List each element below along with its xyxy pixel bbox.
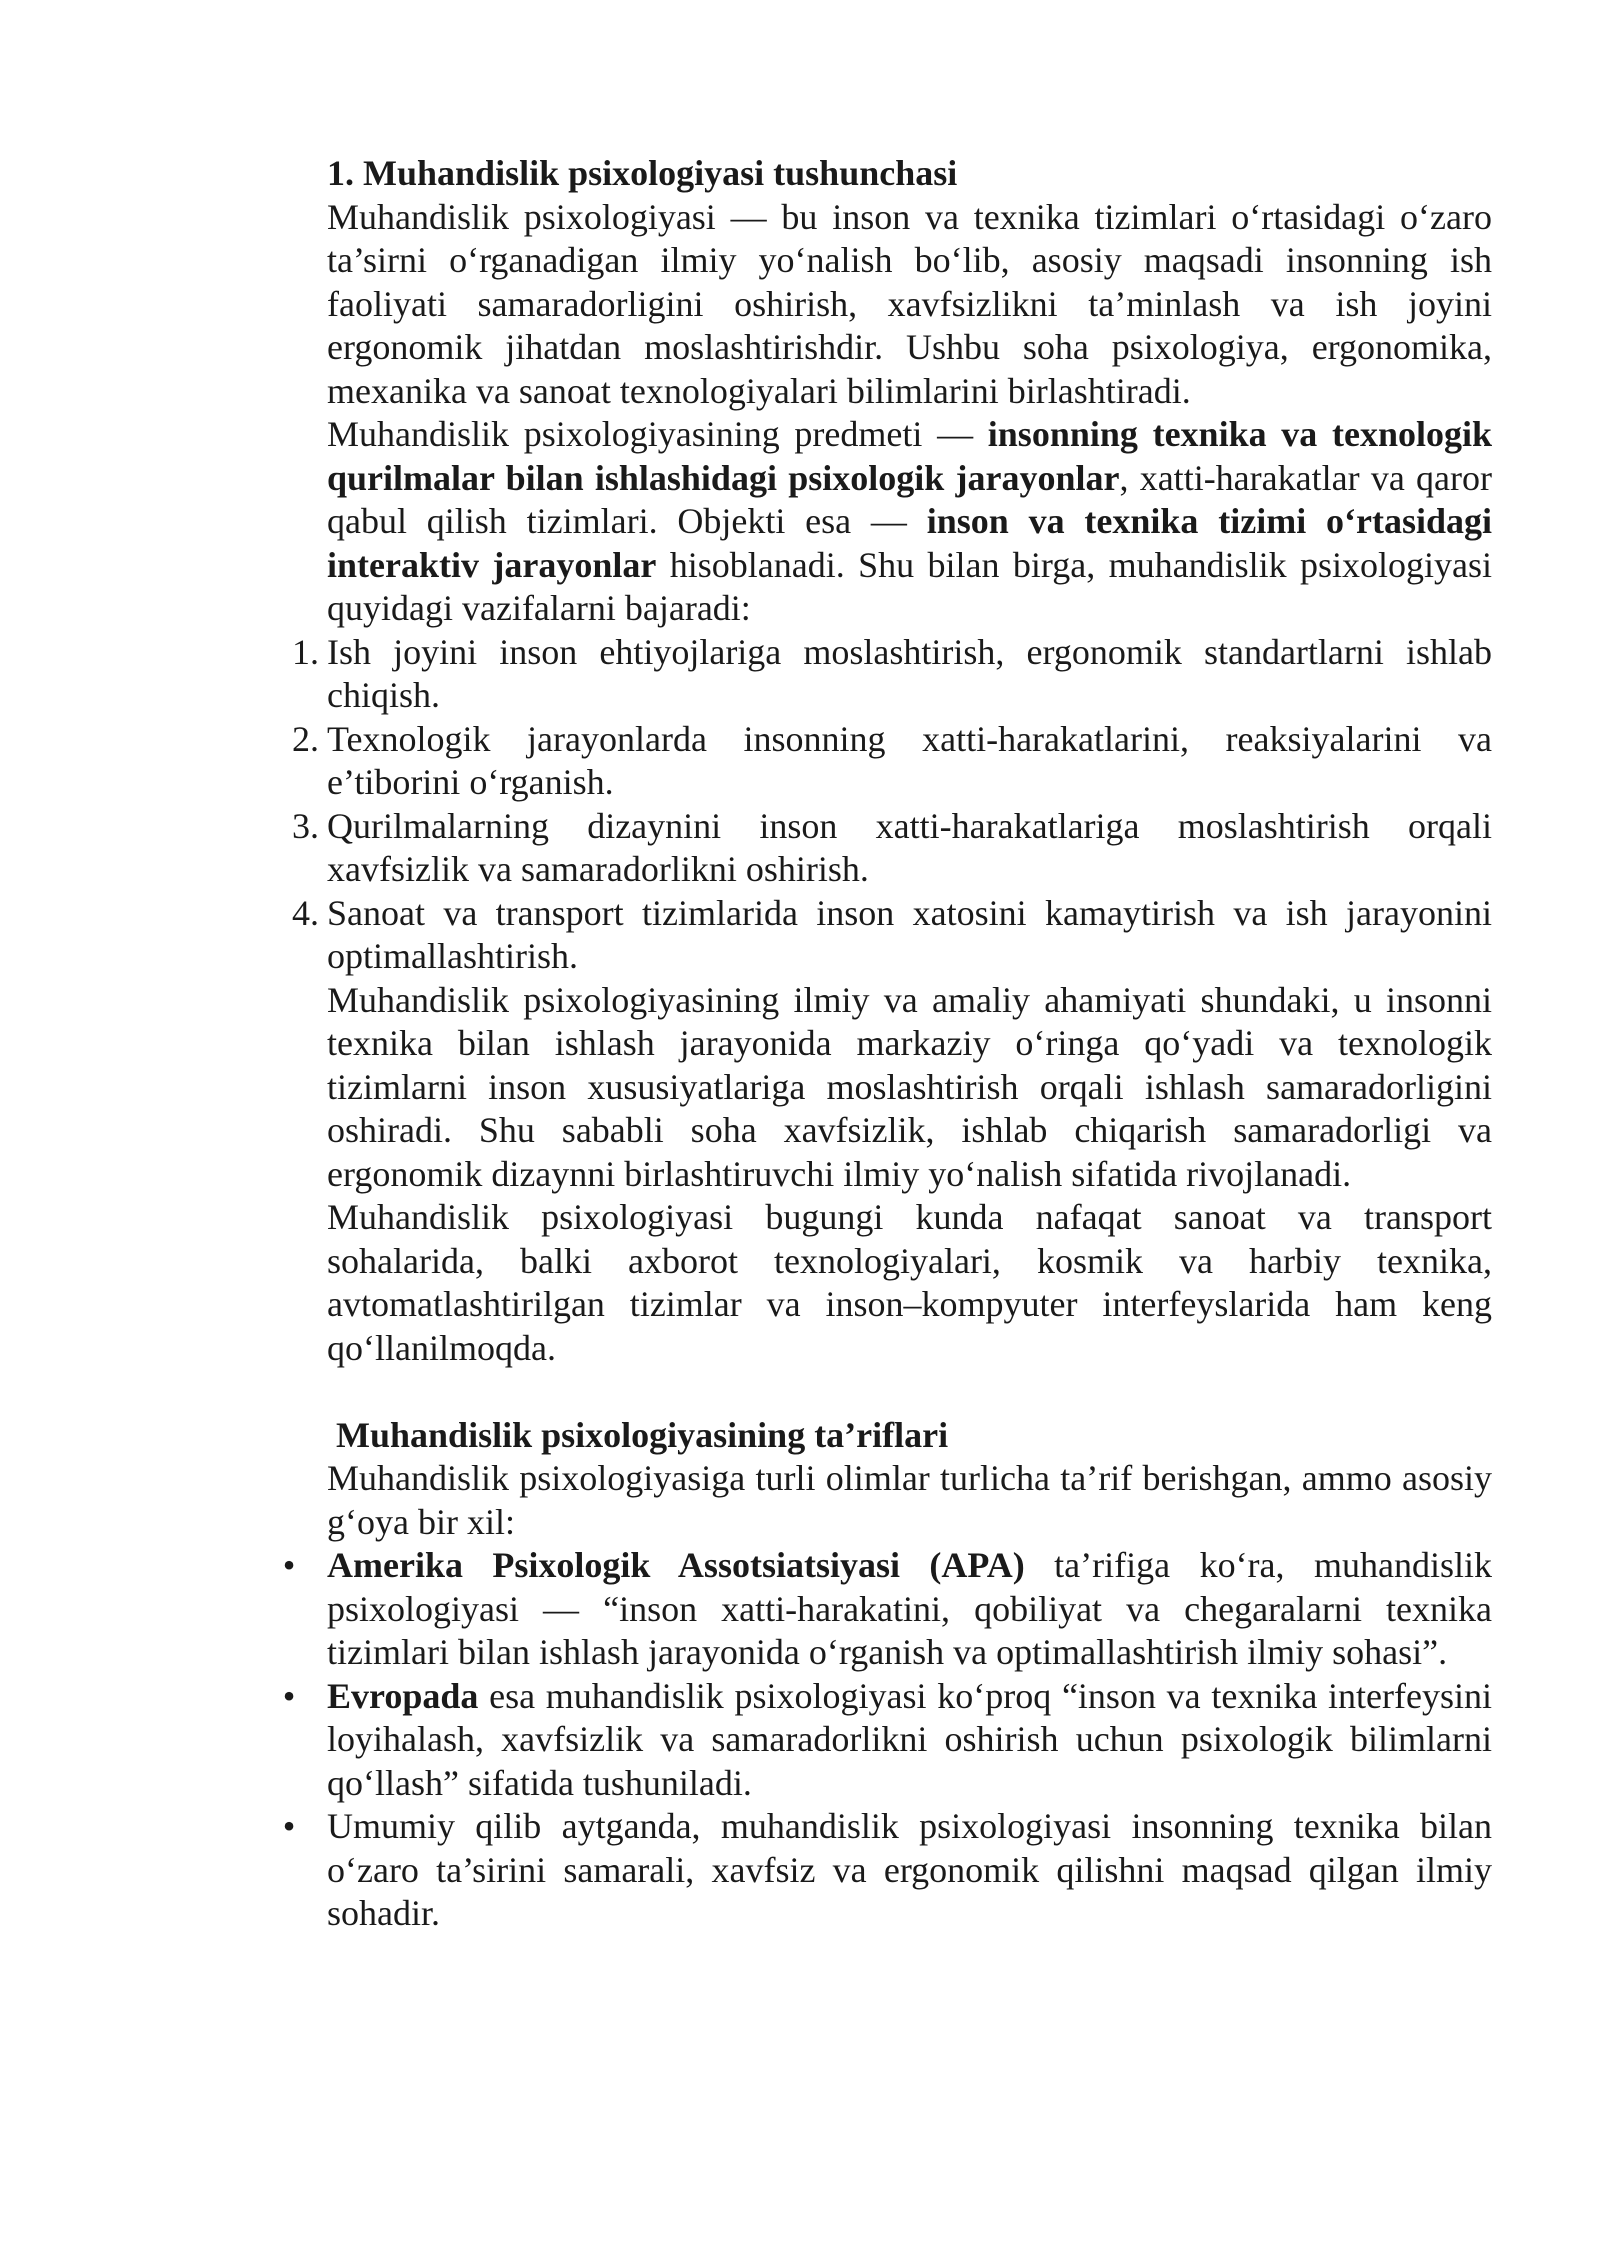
list-item xyxy=(282,1805,1492,1936)
list-number: 4. xyxy=(292,892,319,933)
list-item xyxy=(292,631,1492,718)
bullet-icon: • xyxy=(282,1806,296,1846)
section-heading: 1. Muhandislik psixologiyasi tushunchasi xyxy=(327,153,958,193)
list-item xyxy=(292,718,1492,805)
paragraph-text: Muhandislik psixologiyasining predmeti — xyxy=(327,414,988,454)
list-item xyxy=(282,1544,1492,1675)
numbered-list xyxy=(292,631,1492,979)
list-number: 2. xyxy=(292,718,319,759)
bold-phrase: insonning texnika va texnologik qurilmalar bilan ishlashidagi psixologik jarayonlar xyxy=(327,414,1493,498)
paragraph-applications: Muhandislik psixologiyasi bugungi kunda nafaqat sanoat va transport sohalarida, balki axborot texnologiyalari, kosmik va harbiy texnika, avtomatlashtirilgan tizimlar va inson–kompyuter interfeyslarida ham keng qo‘llanilmoqda. xyxy=(327,1197,1492,1368)
list-item xyxy=(292,892,1492,979)
list-item-text: Umumiy qilib aytganda, muhandislik psixologiyasi insonning texnika bilan o‘zaro ta’sirini samarali, xavfsiz va ergonomik qilishni maqsad qilgan ilmiy sohadir. xyxy=(327,1806,1492,1933)
paragraph-text: , xatti-harakatlar va qaror qabul qilish tizimlari. Objekti esa — xyxy=(327,457,1492,541)
bold-phrase: Amerika Psixologik Assotsiatsiyasi (APA) xyxy=(327,1545,1025,1585)
list-item-text: Texnologik jarayonlarda insonning xatti-harakatlarini, reaksiyalarini va e’tiborini o‘rganish. xyxy=(327,718,1492,802)
list-item-text: Ish joyini inson ehtiyojlariga moslashtirish, ergonomik standartlarni ishlab chiqish. xyxy=(327,631,1492,715)
paragraph-subject xyxy=(327,413,1492,631)
list-item xyxy=(282,1675,1492,1806)
section-heading-definitions: Muhandislik psixologiyasining ta’riflari xyxy=(336,1414,949,1455)
bold-phrase: inson va texnika tizimi o‘rtasidagi interaktiv jarayonlar xyxy=(327,501,1492,585)
list-item-text: ta’rifiga ko‘ra, muhandislik psixologiyasi — “inson xatti-harakatini, qobiliyat va chegaralarni texnika tizimlari bilan ishlash jarayonida o‘rganish va optimallashtirish ilmiy sohasi”. xyxy=(327,1545,1492,1672)
bold-phrase: Evropada xyxy=(327,1675,479,1716)
list-item-text: Qurilmalarning dizaynini inson xatti-harakatlariga moslashtirish orqali xavfsizlik va samaradorlikni oshirish. xyxy=(327,805,1492,889)
bullet-list xyxy=(282,1544,1492,1936)
paragraph-text: hisoblanadi. Shu bilan birga, muhandislik psixologiyasi quyidagi vazifalarni bajaradi: xyxy=(327,544,1492,628)
document-body xyxy=(282,152,1493,1936)
paragraph-definition: Muhandislik psixologiyasi — bu inson va texnika tizimlari o‘rtasidagi o‘zaro ta’sirni o‘rganadigan ilmiy yo‘nalish bo‘lib, asosiy maqsadi insonning ish faoliyati samaradorligini oshirish, xavfsizlikni ta’minlash va ish joyini ergonomik jihatdan moslashtirishdir. Ushbu soha psixologiya, ergonomika, mexanika va sanoat texnologiyalari bilimlarini birlashtiradi. xyxy=(327,196,1492,411)
bullet-icon: • xyxy=(282,1545,296,1585)
list-item-text: esa muhandislik psixologiyasi ko‘proq “inson va texnika interfeysini loyihalash, xavfsizlik va samaradorlikni oshirish uchun psixologik bilimlarni qo‘llash” sifatida tushuniladi. xyxy=(327,1675,1492,1803)
list-number: 1. xyxy=(292,631,319,672)
paragraph-intro: Muhandislik psixologiyasiga turli olimlar turlicha ta’rif berishgan, ammo asosiy g‘oya bir xil: xyxy=(327,1458,1492,1542)
paragraph-importance: Muhandislik psixologiyasining ilmiy va amaliy ahamiyati shundaki, u insonni texnika bilan ishlash jarayonida markaziy o‘ringa qo‘yadi va texnologik tizimlarni inson xususiyatlariga moslashtirish orqali ishlash samaradorligini oshiradi. Shu sababli soha xavfsizlik, ishlab chiqarish samaradorligi va ergonomik dizaynni birlashtiruvchi ilmiy yo‘nalish sifatida rivojlanadi. xyxy=(327,979,1492,1194)
bullet-icon: • xyxy=(282,1675,296,1716)
list-item xyxy=(292,805,1492,892)
list-number: 3. xyxy=(292,805,319,846)
list-item-text: Sanoat va transport tizimlarida inson xatosini kamaytirish va ish jarayonini optimallashtirish. xyxy=(327,892,1492,976)
